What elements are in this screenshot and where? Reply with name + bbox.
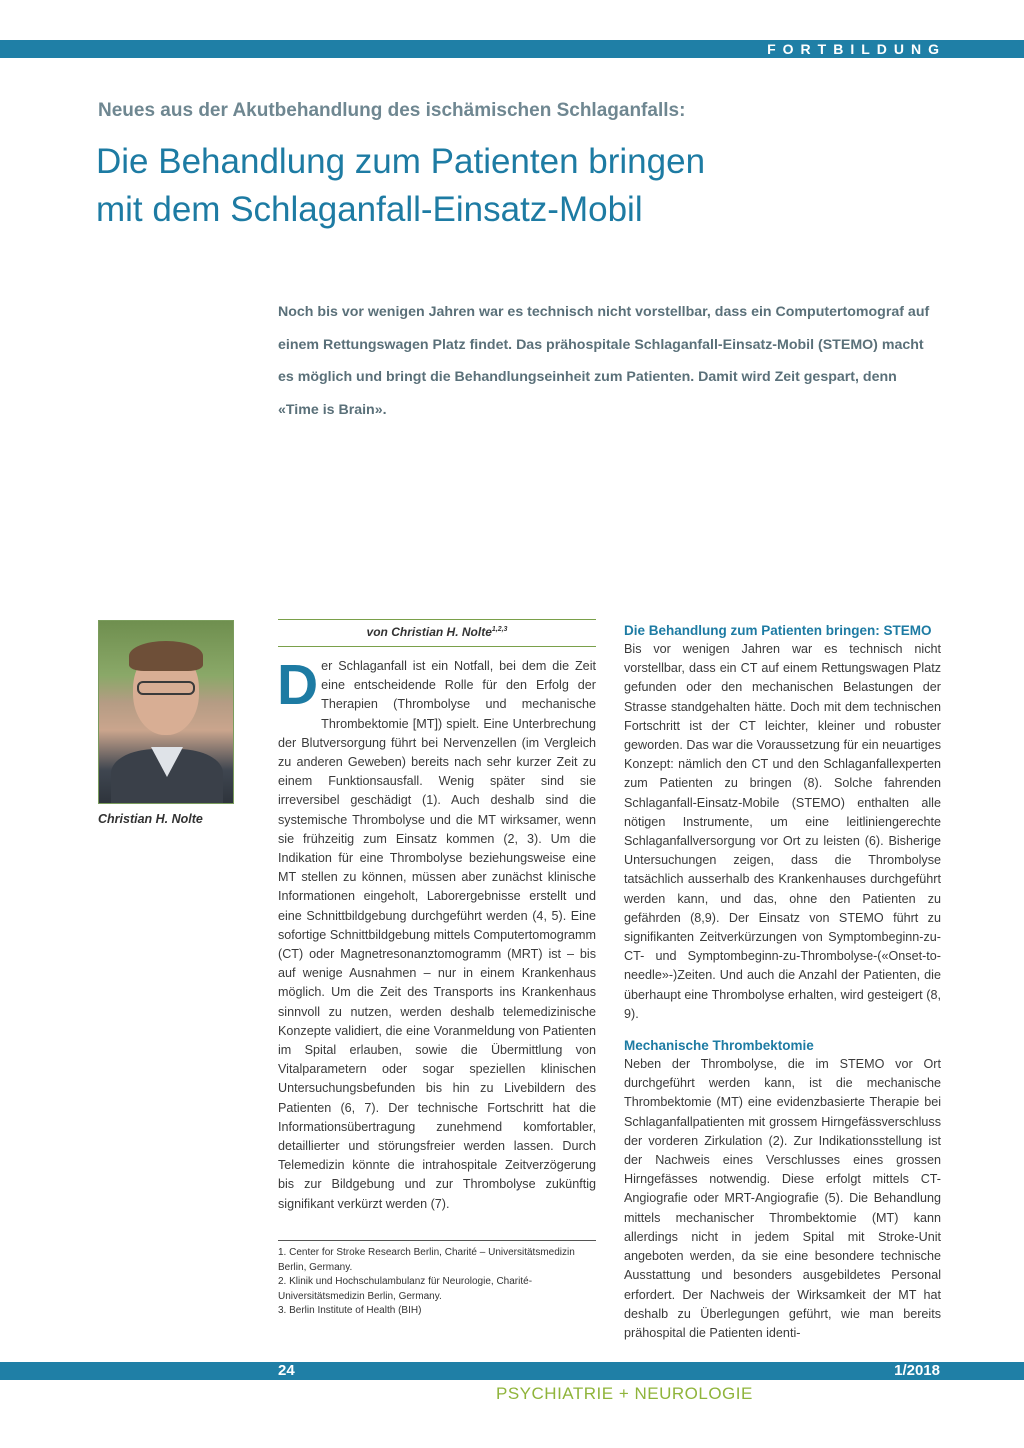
footnote-item: 1. Center for Stroke Research Berlin, Charité – Universitätsmedizin Berlin, Germany.	[278, 1247, 575, 1273]
lead-paragraph: Noch bis vor wenigen Jahren war es technisch nicht vorstellbar, dass ein Computertomograf auf einem Rettungswagen Platz findet. Das prähospitale Schlaganfall-Einsatz-Mobil (STEMO) macht es möglich und bringt die Behandlungseinheit zum Patienten. Damit wird Zeit gespart, denn «Time is Brain».	[278, 304, 930, 418]
byline-rule-top	[278, 619, 596, 620]
footnotes	[278, 1246, 596, 1319]
footnote-item: 2. Klinik und Hochschulambulanz für Neurologie, Charité- Universitätsmedizin Berlin, Germany.	[278, 1276, 533, 1302]
photo-hair	[129, 641, 203, 671]
byline-superscript: 1,2,3	[491, 626, 508, 633]
section-heading-thrombektomie: Mechanische Thrombektomie	[624, 1038, 814, 1054]
footer-bar	[0, 1362, 1024, 1380]
page-number: 24	[278, 1362, 295, 1379]
author-photo	[98, 620, 234, 804]
section-stemo-text: Bis vor wenigen Jahren war es technisch nicht vorstellbar, dass ein CT auf einem Rettungswagen Platz gefunden oder den mechanischen Belastungen der Strasse standgehalten hätte. Doch mit dem technischen Fortschritt ist der CT leichter, kleiner und robuster geworden. Das war die Voraussetzung für ein neuartiges Konzept: nämlich den CT und den Schlaganfallexperten zum Patienten zu bringen (8). Solche fahrenden Schlaganfall-Einsatz-Mobile (STEMO) enthalten alle nötigen Instrumente, um eine leitliniengerechte Schlaganfallversorgung vor Ort zu leisten (6). Bisherige Untersuchungen zeigen, dass die Thrombolyse tatsächlich ausserhalb des Krankenhauses durchgeführt werden kann, und das, ohne den Patienten zu gefährden (8,9). Der Einsatz von STEMO führt zu signifikanten Zeitverkürzungen von Symptombeginn-zu-CT- und Symptombeginn-zu-Thrombolyse-(«Onset-to-needle»-)Zeiten. Und auch die Anzahl der Patienten, die überhaupt eine Thrombolyse erhalten, wird gesteigert (8, 9).	[624, 642, 941, 1021]
footnote-rule	[278, 1240, 596, 1241]
title-line-2: mit dem Schlaganfall-Einsatz-Mobil	[96, 190, 643, 229]
section-thrombektomie-text: Neben der Thrombolyse, die im STEMO vor Ort durchgeführt werden kann, ist die mechanische Thrombektomie (MT) eine evidenzbasierte Therapie bei Schlaganfallpatienten mit grossem Hirngefässverschluss der vorderen Zirkulation (2). Zur Indikationsstellung ist der Nachweis eines Verschlusses eines grossen Hirngefässes notwendig. Diese erfolgt mittels CT-Angiografie oder MRT-Angiografie (5). Die Behandlung mittels mechanischer Thrombektomie (MT) kann allerdings nicht in jedem Spital mit Stroke-Unit angeboten werden, da sie eine besondere technische Ausstattung und besonders ausgebildetes Personal erfordert. Der Nachweis der Wirksamkeit der MT hat deshalb zu Überlegungen geführt, wie man bereits prähospital die Patienten identi-	[624, 1057, 941, 1340]
journal-name: PSYCHIATRIE + NEUROLOGIE	[496, 1384, 753, 1403]
byline-rule-bottom	[278, 646, 596, 647]
photo-glasses	[137, 681, 195, 695]
footnote-item: 3. Berlin Institute of Health (BIH)	[278, 1305, 422, 1317]
section-label: FORTBILDUNG	[767, 41, 946, 57]
title-line-1: Die Behandlung zum Patienten bringen	[96, 142, 706, 181]
byline-text: von Christian H. Nolte	[366, 625, 492, 639]
column-2	[624, 622, 941, 1343]
column-1-text: er Schlaganfall ist ein Notfall, bei dem die Zeit eine entscheidende Rolle für den Erfolg der Therapien (Thrombolyse und mechanische Thrombektomie [MT]) spielt. Eine Unterbrechung der Blutversorgung führt bei Nervenzellen (im Vergleich zu anderen Geweben) bereits nach sehr kurzer Zeit zu einem Funktionsausfall. Wenig später sind sie irreversibel geschädigt (1). Auch deshalb sind die systemische Thrombolyse und die MT wirksamer, wenn sie frühzeitig zum Einsatz kommen (2, 3). Um die Indikation für eine Thrombolyse beziehungsweise eine MT stellen zu können, müssen aber zunächst klinische Informationen eingeholt, Laborergebnisse erstellt und eine Schnittbildgebung durchgeführt werden (4, 5). Eine sofortige Schnittbildgebung mittels Computertomogramm (CT) oder Magnetresonanztomogramm (MRT) ist – bis auf wenige Ausnahmen – nur in einem Krankenhaus möglich. Um die Zeit des Transports ins Krankenhaus sinnvoll zu nutzen, werden deshalb telemedizinische Konzepte validiert, die eine Voranmeldung von Patienten im Spital erlauben, sowie die Übermittlung von Vitalparametern oder sogar speziellen klinischen Untersuchungsbefunden bis hin zu Livebildern des Patienten (6, 7). Der technische Fortschritt hat die Informationsübertragung zunehmend komfortabler, detaillierter und störungsfreier werden lassen. Durch Telemedizin könnte die intrahospitale Zeitverzögerung bis zur Bildgebung und zur Thrombolyse zukünftig signifikant verkürzt werden (7).	[278, 659, 596, 1211]
section-heading-stemo: Die Behandlung zum Patienten bringen: STEMO	[624, 623, 932, 638]
header-bar	[0, 40, 1024, 58]
drop-cap: D	[277, 653, 319, 717]
byline	[278, 625, 596, 639]
photo-caption: Christian H. Nolte	[98, 812, 203, 826]
article-title	[96, 138, 916, 234]
article-kicker: Neues aus der Akutbehandlung des ischämischen Schlaganfalls:	[98, 100, 686, 121]
column-1	[277, 653, 596, 1214]
issue-number: 1/2018	[894, 1362, 940, 1379]
